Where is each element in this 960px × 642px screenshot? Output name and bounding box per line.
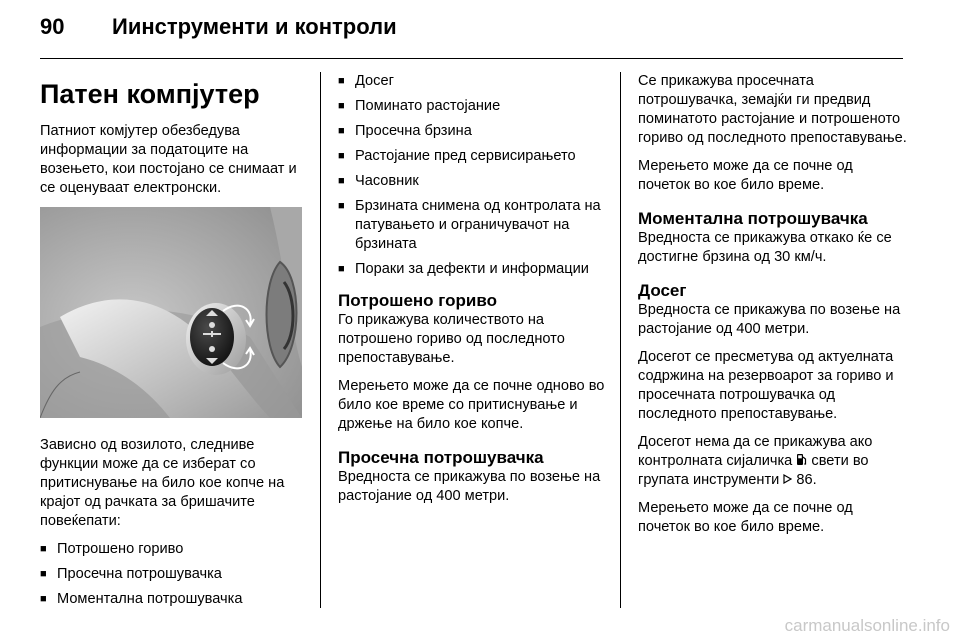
average-reset-paragraph: Мерењето може да се почне од почеток во кое било време. (638, 158, 853, 193)
list-item: ■ Досег (338, 72, 608, 91)
range-text-a: Досегот нема да се прикажува ако контролната сијаличка (638, 434, 873, 469)
page-number: 90 (40, 14, 65, 39)
list-item: ■ Потрошено гориво (40, 540, 308, 559)
range-paragraph-2: Досегот се пресметува од актуелната содржина на резервоарот за гориво и просечната потрошувачка од последното препоставување. (638, 349, 894, 422)
list-item: ■ Моментална потрошувачка (40, 590, 308, 609)
list-item: ■ Просечна потрошувачка (40, 565, 308, 584)
range-heading: Досег (638, 281, 687, 300)
page-reference-link[interactable]: 86. (796, 472, 817, 488)
range-paragraph-1: Вредноста се прикажува по возење на растојание од 400 метри. (638, 302, 901, 337)
list-item: ■ Поминато растојание (338, 97, 608, 116)
range-paragraph-4: Мерењето може да се почне од почеток во кое било време. (638, 500, 853, 535)
list-item: ■ Просечна брзина (338, 122, 608, 141)
wiper-stalk-photo (40, 207, 302, 418)
column-divider-2 (620, 72, 621, 608)
functions-paragraph: Зависно од возилото, следниве функции може да се изберат со притиснување на било кое копче на крајот од рачката за бришачите повеќепати: (40, 437, 285, 529)
function-list-2 (338, 72, 608, 279)
column-3 (638, 72, 908, 546)
average-consumption-paragraph: Вредноста се прикажува по возење на растојание од 400 метри. (338, 469, 601, 504)
list-item: ■ Пораки за дефекти и информации (338, 260, 608, 279)
function-list-1 (40, 540, 308, 609)
column-1 (40, 72, 308, 617)
header-rule (40, 58, 903, 59)
column-divider-1 (320, 72, 321, 608)
list-item: ■ Брзината снимена од контролата на патувањето и ограничувачот на брзината (338, 197, 608, 254)
instant-consumption-heading: Моментална потрошувачка (638, 209, 868, 228)
average-consumption-description: Се прикажува просечната потрошувачка, земајќи ги предвид поминатото растојание и потрошеното гориво од последното препоставување. (638, 73, 907, 146)
average-consumption-heading: Просечна потрошувачка (338, 448, 544, 467)
fuel-used-heading: Потрошено гориво (338, 291, 497, 310)
list-item: ■ Часовник (338, 172, 608, 191)
list-item: ■ Растојание пред сервисирањето (338, 147, 608, 166)
page-header (40, 14, 397, 54)
fuel-pump-icon (796, 453, 807, 466)
range-paragraph-3 (638, 433, 908, 490)
section-title: Иинструменти и контроли (112, 14, 397, 39)
fuel-used-paragraph-2: Мерењето може да се почне одново во било кое време со притиснување и држење на било кое копче. (338, 378, 605, 432)
page-reference-arrow-icon (783, 474, 792, 484)
range-text-b: свети во групата инструменти (638, 453, 869, 488)
column-2 (338, 72, 608, 515)
intro-paragraph: Патниот комјутер обезбедува информации за податоците на возењето, кои постојано се снимаат и се оценуваат електронски. (40, 123, 297, 196)
page-title: Патен компјутер (40, 79, 260, 109)
fuel-used-paragraph-1: Го прикажува количеството на потрошено гориво од последното препоставување. (338, 312, 565, 366)
watermark: carmanualsonline.info (784, 616, 950, 635)
instant-consumption-paragraph: Вредноста се прикажува откако ќе се достигне брзина од 30 км/ч. (638, 230, 892, 265)
